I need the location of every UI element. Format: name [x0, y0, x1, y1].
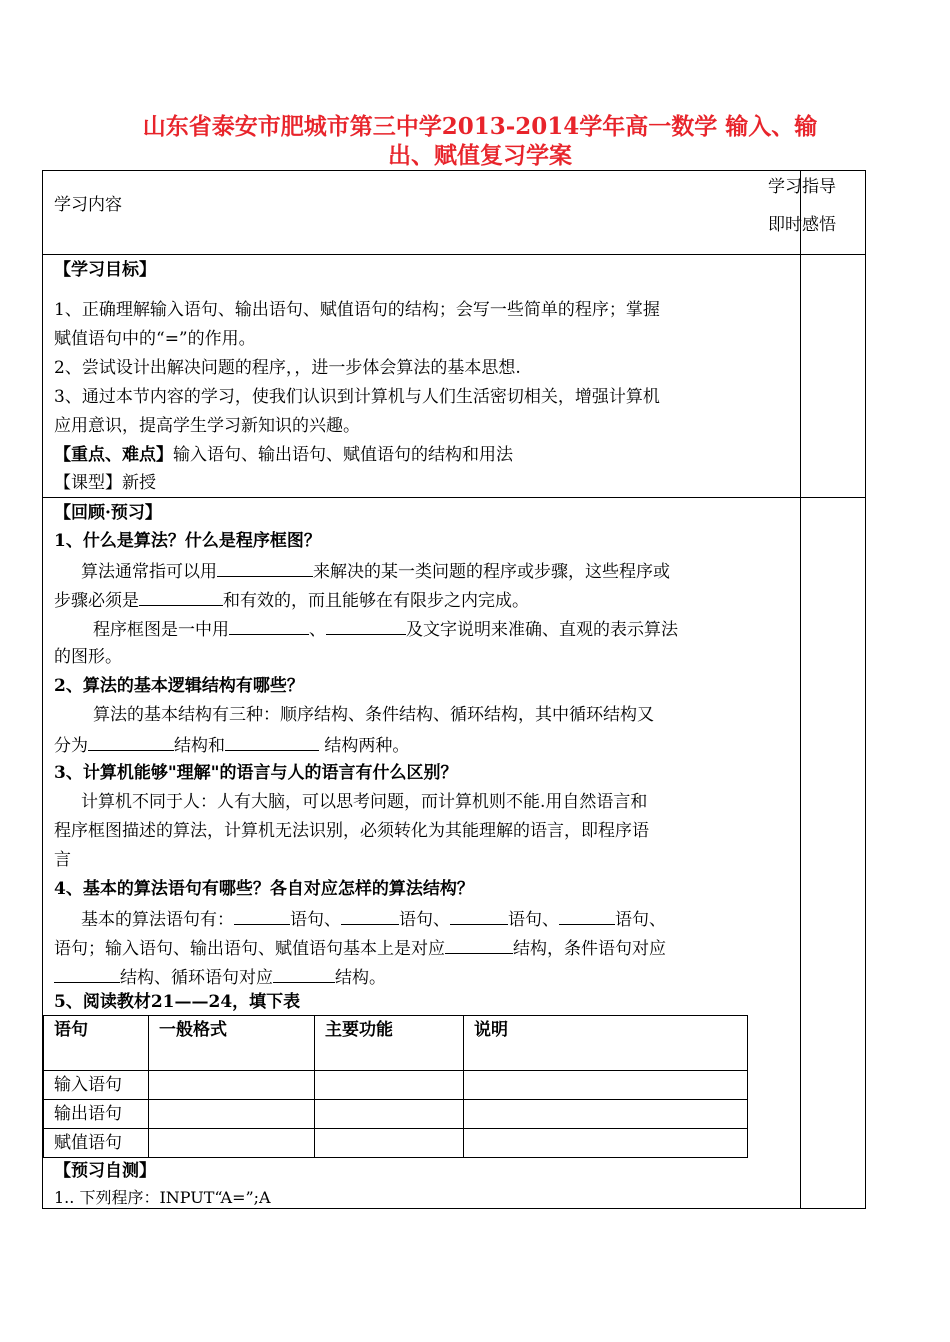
text-span: 语句、: [615, 910, 666, 930]
column-divider: [800, 171, 801, 1208]
row-divider-goals: [43, 497, 865, 498]
text-span: 语句、: [399, 910, 450, 930]
text-span: 结构和: [174, 736, 225, 756]
reflection-label: 即时感悟: [768, 215, 836, 235]
goals-heading: 【学习目标】: [54, 260, 156, 280]
fill-blank[interactable]: [445, 933, 513, 954]
text-span: 程序框图是一中用: [93, 620, 229, 640]
lesson-type: [54, 469, 156, 498]
table-cell[interactable]: [149, 1071, 315, 1100]
table-cell[interactable]: [149, 1129, 315, 1158]
lesson-type-label: 【课型】: [54, 473, 122, 493]
study-plan-table: [42, 170, 866, 1209]
goal-3-line-1: 3、通过本节内容的学习，使我们认识到计算机与人们生活密切相关，增强计算机: [54, 387, 660, 407]
document-title: [60, 112, 900, 170]
answer-1-line-4: 的图形。: [54, 647, 122, 667]
answer-4-line-2: [54, 933, 666, 964]
text-span: 结构两种。: [319, 736, 410, 756]
row-divider-header: [43, 254, 865, 255]
text-span: 算法通常指可以用: [81, 562, 217, 582]
answer-4-line-1: [81, 904, 666, 935]
table-row: [44, 1100, 748, 1129]
review-heading: 【回顾·预习】: [54, 503, 162, 523]
fill-blank[interactable]: [139, 585, 223, 606]
row-label: 赋值语句: [44, 1129, 149, 1158]
title-line-2: 出、赋值复习学案: [388, 142, 572, 169]
fill-blank[interactable]: [341, 904, 399, 925]
question-4: 4、基本的算法语句有哪些？各自对应怎样的算法结构？: [54, 879, 474, 899]
goal-3-line-2: 应用意识，提高学生学习新知识的兴趣。: [54, 416, 360, 436]
table-row: [44, 1071, 748, 1100]
text-span: 分为: [54, 736, 88, 756]
self-test-item-1: 1.. 下列程序：INPUT“A=”;A: [54, 1188, 271, 1207]
question-3: 3、计算机能够"理解"的语言与人的语言有什么区别？: [54, 763, 458, 783]
guidance-label: 学习指导: [768, 177, 836, 197]
fill-blank[interactable]: [225, 730, 319, 751]
text-span: 和有效的，而且能够在有限步之内完成。: [223, 591, 529, 611]
table-cell[interactable]: [315, 1129, 464, 1158]
fill-blank[interactable]: [273, 962, 335, 983]
table-cell[interactable]: [149, 1100, 315, 1129]
goal-2: 2、尝试设计出解决问题的程序，，进一步体会算法的基本思想.: [54, 358, 521, 378]
fill-blank[interactable]: [450, 904, 508, 925]
text-span: 结构，条件语句对应: [513, 939, 666, 959]
answer-2-line-1: 算法的基本结构有三种：顺序结构、条件结构、循环结构，其中循环结构又: [93, 705, 654, 725]
statement-table: [43, 1015, 748, 1158]
header-cell: 主要功能: [315, 1016, 464, 1071]
table-cell[interactable]: [464, 1100, 748, 1129]
answer-1-line-2: [54, 585, 529, 616]
question-5: 5、阅读教材21——24，填下表: [54, 992, 301, 1012]
text-span: 语句、: [290, 910, 341, 930]
fill-blank[interactable]: [88, 730, 174, 751]
table-cell[interactable]: [315, 1071, 464, 1100]
question-2: 2、算法的基本逻辑结构有哪些？: [54, 676, 304, 696]
text-span: 语句；输入语句、输出语句、赋值语句基本上是对应: [54, 939, 445, 959]
text-span: 基本的算法语句有：: [81, 910, 234, 930]
text-span: 语句、: [508, 910, 559, 930]
fill-blank[interactable]: [229, 614, 309, 635]
text-span: 、: [309, 620, 326, 640]
text-span: 结构。: [335, 968, 386, 988]
answer-3-line-1: 计算机不同于人：人有大脑，可以思考问题，而计算机则不能.用自然语言和: [81, 792, 648, 812]
goal-1-line-1: 1、正确理解输入语句、输出语句、赋值语句的结构；会写一些简单的程序；掌握: [54, 300, 660, 320]
fill-blank[interactable]: [326, 614, 406, 635]
key-points-text: 输入语句、输出语句、赋值语句的结构和用法: [173, 445, 513, 465]
fill-blank[interactable]: [234, 904, 290, 925]
key-points: [54, 441, 513, 470]
key-points-label: 【重点、难点】: [54, 445, 173, 465]
answer-1-line-1: [81, 556, 670, 587]
content-label: 学习内容: [54, 195, 122, 215]
goal-1-line-2: 赋值语句中的“=”的作用。: [54, 329, 256, 349]
table-cell[interactable]: [464, 1129, 748, 1158]
answer-2-line-2: [54, 730, 409, 761]
row-label: 输出语句: [44, 1100, 149, 1129]
table-row: [44, 1129, 748, 1158]
header-cell: 一般格式: [149, 1016, 315, 1071]
table-cell[interactable]: [464, 1071, 748, 1100]
text-span: 结构、循环语句对应: [120, 968, 273, 988]
question-1: 1、什么是算法？什么是程序框图？: [54, 531, 321, 551]
header-cell: 语句: [44, 1016, 149, 1071]
row-label: 输入语句: [44, 1071, 149, 1100]
fill-blank[interactable]: [54, 962, 120, 983]
title-line-1: 山东省泰安市肥城市第三中学2013-2014学年高一数学 输入、输: [142, 113, 818, 140]
header-cell: 说明: [464, 1016, 748, 1071]
answer-1-line-3: [93, 614, 678, 645]
text-span: 来解决的某一类问题的程序或步骤，这些程序或: [313, 562, 670, 582]
fill-blank[interactable]: [217, 556, 313, 577]
table-cell[interactable]: [315, 1100, 464, 1129]
lesson-type-text: 新授: [122, 473, 156, 493]
text-span: 步骤必须是: [54, 591, 139, 611]
answer-3-line-3: 言: [54, 850, 71, 870]
self-test-heading: 【预习自测】: [54, 1161, 156, 1181]
fill-blank[interactable]: [559, 904, 615, 925]
answer-3-line-2: 程序框图描述的算法，计算机无法识别，必须转化为其能理解的语言，即程序语: [54, 821, 649, 841]
text-span: 及文字说明来准确、直观的表示算法: [406, 620, 678, 640]
table-header-row: [44, 1016, 748, 1071]
